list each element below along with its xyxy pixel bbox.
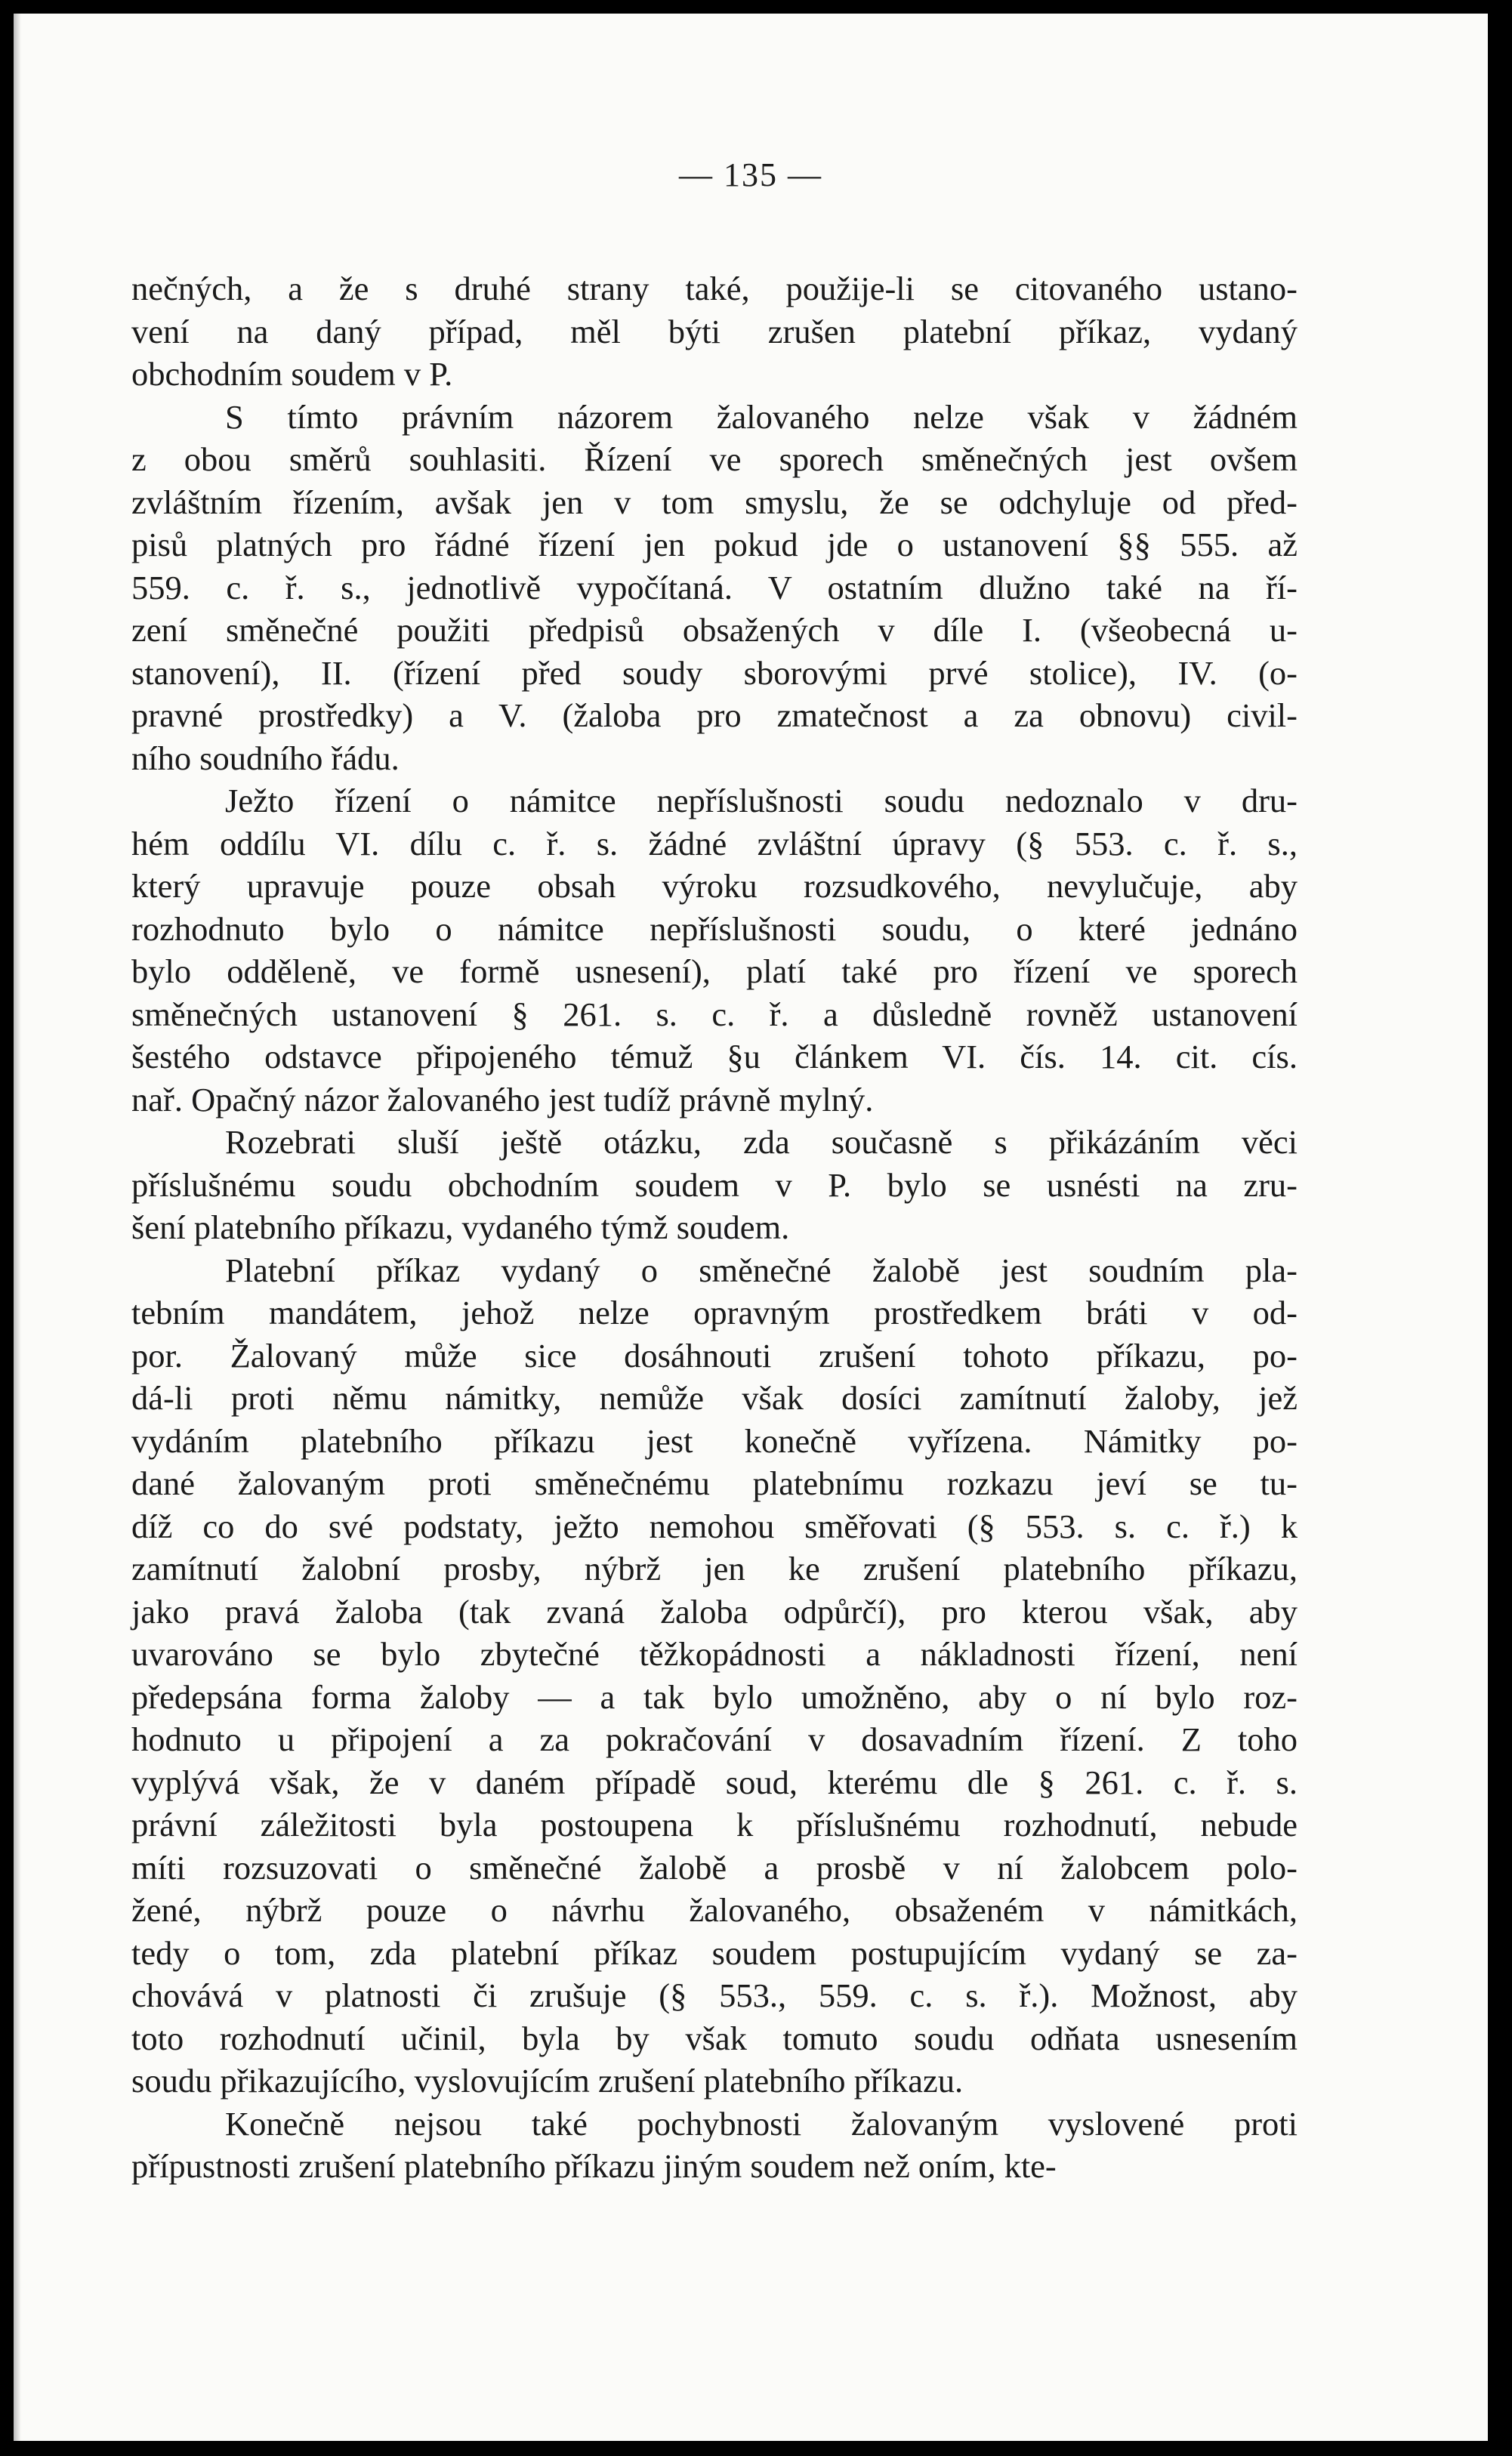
text-line: obchodním soudem v P. (131, 355, 453, 393)
text-line: por. Žalovaný může sice dosáhnouti zrušení tohoto příkazu, po- (131, 1336, 1298, 1375)
text-line: předepsána forma žaloby — a tak bylo umožněno, aby o ní bylo roz- (131, 1677, 1298, 1716)
text-line: jako pravá žaloba (tak zvaná žaloba odpůrčí), pro kterou však, aby (131, 1592, 1298, 1631)
page-number: — 135 — (679, 156, 822, 193)
text-line: díž co do své podstaty, ježto nemohou směřovati (§ 553. s. c. ř.) k (131, 1507, 1298, 1545)
text-line: šestého odstavce připojeného témuž §u článkem VI. čís. 14. cit. cís. (131, 1038, 1298, 1075)
text-line: Konečně nejsou také pochybnosti žalovaným vyslovené proti (225, 2104, 1298, 2143)
paragraph (131, 2103, 1298, 2188)
text-line: z obou směrů souhlasiti. Řízení ve sporech směnečných jest ovšem (131, 440, 1298, 478)
paragraph (131, 267, 1298, 396)
text-line: chovává v platnosti či zrušuje (§ 553., 559. c. s. ř.). Možnost, aby (131, 1976, 1298, 2014)
text-line: dá-li proti němu námitky, nemůže však dosíci zamítnutí žaloby, jež (131, 1379, 1298, 1417)
text-line: rozhodnuto bylo o námitce nepříslušnosti soudu, o které jednáno (131, 909, 1298, 948)
text-line: vyplývá však, že v daném případě soud, kterému dle § 261. c. ř. s. (131, 1763, 1298, 1801)
text-line: uvarováno se bylo zbytečné těžkopádnosti a nákladnosti řízení, není (131, 1635, 1298, 1673)
page-edge-shadow (14, 14, 21, 2441)
text-line: přípustnosti zrušení platebního příkazu jiným soudem než oním, kte- (131, 2147, 1057, 2185)
text-line: stanovení), II. (řízení před soudy sborovými prvé stolice), IV. (o- (131, 653, 1298, 692)
text-line: 559. c. ř. s., jednotlivě vypočítaná. V ostatním dlužno také na ří- (131, 568, 1298, 606)
body-text (131, 267, 1298, 2188)
text-line: příslušnému soudu obchodním soudem v P. bylo se usnésti na zru- (131, 1165, 1298, 1204)
text-line: ního soudního řádu. (131, 739, 400, 777)
text-line: právní záležitosti byla postoupena k příslušnému rozhodnutí, nebude (131, 1806, 1298, 1844)
paragraph (131, 1249, 1298, 2103)
text-line: nečných, a že s druhé strany také, použije-li se citovaného ustano- (131, 270, 1298, 307)
text-line: směnečných ustanovení § 261. s. c. ř. a důsledně rovněž ustanovení (131, 995, 1298, 1033)
text-line: Rozebrati sluší ještě otázku, zda současně s přikázáním věci (225, 1123, 1298, 1161)
text-line: S tímto právním názorem žalovaného nelze však v žádném (225, 397, 1298, 436)
text-line: míti rozsuzovati o směnečné žalobě a prosbě v ní žalobcem polo- (131, 1848, 1298, 1887)
text-line: toto rozhodnutí učinil, byla by však tomuto soudu odňata usnesením (131, 2019, 1298, 2057)
text-line: hodnuto u připojení a za pokračování v dosavadním řízení. Z toho (131, 1720, 1298, 1758)
text-line: tedy o tom, zda platební příkaz soudem postupujícím vydaný se za- (131, 1933, 1298, 1972)
text-line: pisů platných pro řádné řízení jen pokud jde o ustanovení §§ 555. až (131, 526, 1298, 563)
text-line: soudu přikazujícího, vyslovujícím zrušení platebního příkazu. (131, 2062, 964, 2100)
text-line: bylo odděleně, ve formě usnesení), platí také pro řízení ve sporech (131, 952, 1298, 990)
text-line: pravné prostředky) a V. (žaloba pro zmatečnost a za obnovu) civil- (131, 696, 1298, 734)
paragraph (131, 779, 1298, 1121)
text-line: vydáním platebního příkazu jest konečně vyřízena. Námitky po- (131, 1421, 1298, 1460)
paragraph (131, 396, 1298, 780)
text-line: tebním mandátem, jehož nelze opravným prostředkem bráti v od- (131, 1294, 1298, 1331)
text-line: Ježto řízení o námitce nepříslušnosti soudu nedoznalo v dru- (225, 782, 1298, 819)
text-line: šení platebního příkazu, vydaného týmž soudem. (131, 1208, 790, 1246)
text-line: zamítnutí žalobní prosby, nýbrž jen ke zrušení platebního příkazu, (131, 1550, 1298, 1587)
text-line: nař. Opačný názor žalovaného jest tudíž právně mylný. (131, 1080, 874, 1118)
text-line: žené, nýbrž pouze o návrhu žalovaného, obsaženém v námitkách, (131, 1891, 1298, 1929)
book-page (14, 14, 1488, 2441)
text-line: zení směnečné použiti předpisů obsažených v díle I. (všeobecná u- (131, 611, 1298, 649)
text-line: hém oddílu VI. dílu c. ř. s. žádné zvláštní úpravy (§ 553. c. ř. s., (131, 824, 1298, 862)
text-line: který upravuje pouze obsah výroku rozsudkového, nevylučuje, aby (131, 867, 1298, 905)
paragraph (131, 1121, 1298, 1249)
text-line: dané žalovaným proti směnečnému platebnímu rozkazu jeví se tu- (131, 1464, 1298, 1502)
text-line: vení na daný případ, měl býti zrušen platební příkaz, vydaný (131, 312, 1298, 350)
text-line: zvláštním řízením, avšak jen v tom smyslu, že se odchyluje od před- (131, 483, 1298, 521)
text-line: Platební příkaz vydaný o směnečné žalobě jest soudním pla- (225, 1251, 1298, 1289)
